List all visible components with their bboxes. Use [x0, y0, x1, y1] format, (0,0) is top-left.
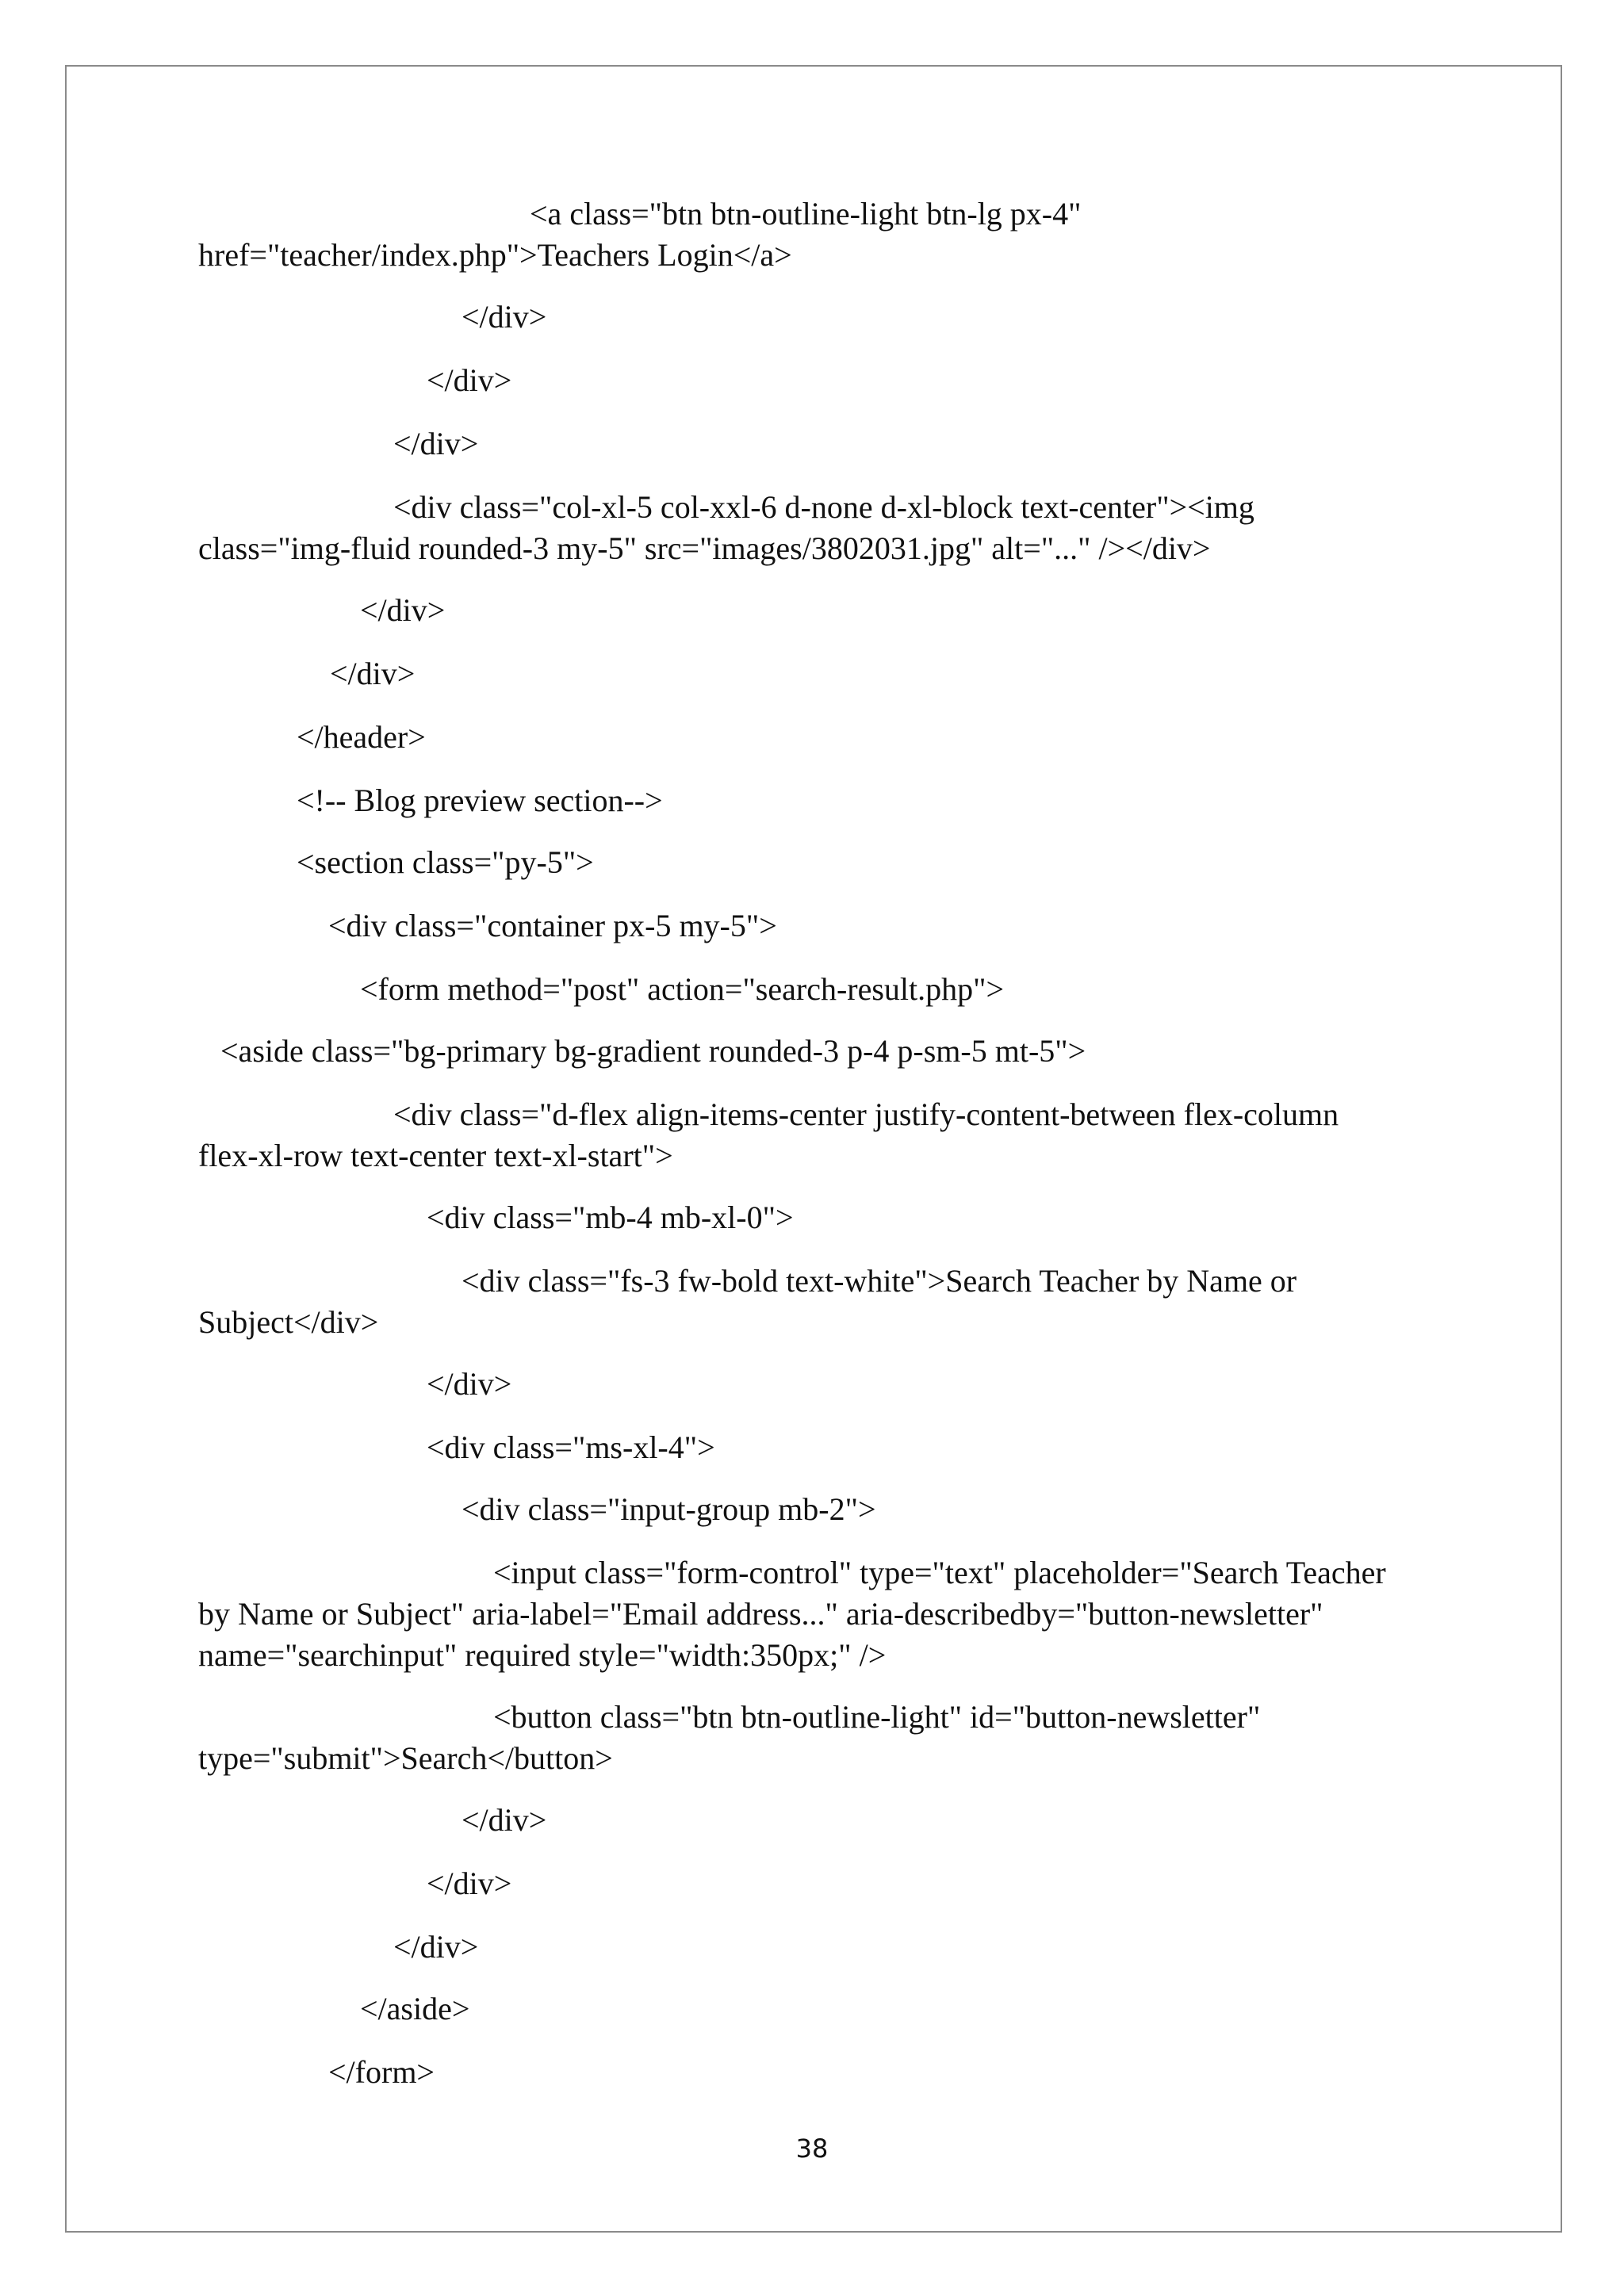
code-line: </div> [462, 1802, 547, 1838]
code-line: </form> [328, 2054, 435, 2090]
code-line: <input class="form-control" type="text" placeholder="Search Teacher [493, 1555, 1386, 1590]
code-line: <div class="input-group mb-2"> [462, 1491, 876, 1527]
code-line: </div> [462, 299, 547, 335]
code-line: <div class="ms-xl-4"> [427, 1429, 715, 1465]
code-line: </div> [427, 1366, 512, 1402]
code-line: </aside> [360, 1991, 470, 2026]
code-line: flex-xl-row text-center text-xl-start"> [198, 1138, 673, 1173]
code-line: </div> [393, 426, 479, 461]
code-line: <div class="mb-4 mb-xl-0"> [427, 1200, 794, 1235]
code-line: </div> [427, 362, 512, 398]
code-line: class="img-fluid rounded-3 my-5" src="images/3802031.jpg" alt="..." /></div> [198, 530, 1211, 566]
code-line: name="searchinput" required style="width:350px;" /> [198, 1637, 887, 1673]
code-line: </div> [427, 1866, 512, 1901]
code-line: <!-- Blog preview section--> [297, 783, 663, 818]
page-number: 38 [795, 2133, 829, 2164]
code-line: type="submit">Search</button> [198, 1740, 613, 1776]
code-line: <form method="post" action="search-result.php"> [360, 971, 1005, 1007]
code-line: <div class="fs-3 fw-bold text-white">Search Teacher by Name or [462, 1263, 1297, 1299]
code-line: Subject</div> [198, 1304, 379, 1340]
code-line: <aside class="bg-primary bg-gradient rounded-3 p-4 p-sm-5 mt-5"> [220, 1033, 1086, 1069]
code-line: by Name or Subject" aria-label="Email address..." aria-describedby="button-newsletter" [198, 1596, 1323, 1632]
code-line: href="teacher/index.php">Teachers Login</a> [198, 237, 792, 273]
code-line: </header> [297, 719, 426, 755]
code-line: </div> [330, 656, 416, 691]
code-line: <section class="py-5"> [297, 844, 594, 880]
code-line: <div class="col-xl-5 col-xxl-6 d-none d-xl-block text-center"><img [393, 489, 1254, 525]
code-line: <a class="btn btn-outline-light btn-lg px-4" [530, 196, 1082, 232]
code-line: </div> [393, 1929, 479, 1965]
code-line: <div class="d-flex align-items-center justify-content-between flex-column [393, 1096, 1339, 1132]
code-line: </div> [360, 592, 446, 628]
code-line: <div class="container px-5 my-5"> [328, 908, 777, 943]
code-line: <button class="btn btn-outline-light" id="button-newsletter" [493, 1699, 1261, 1735]
